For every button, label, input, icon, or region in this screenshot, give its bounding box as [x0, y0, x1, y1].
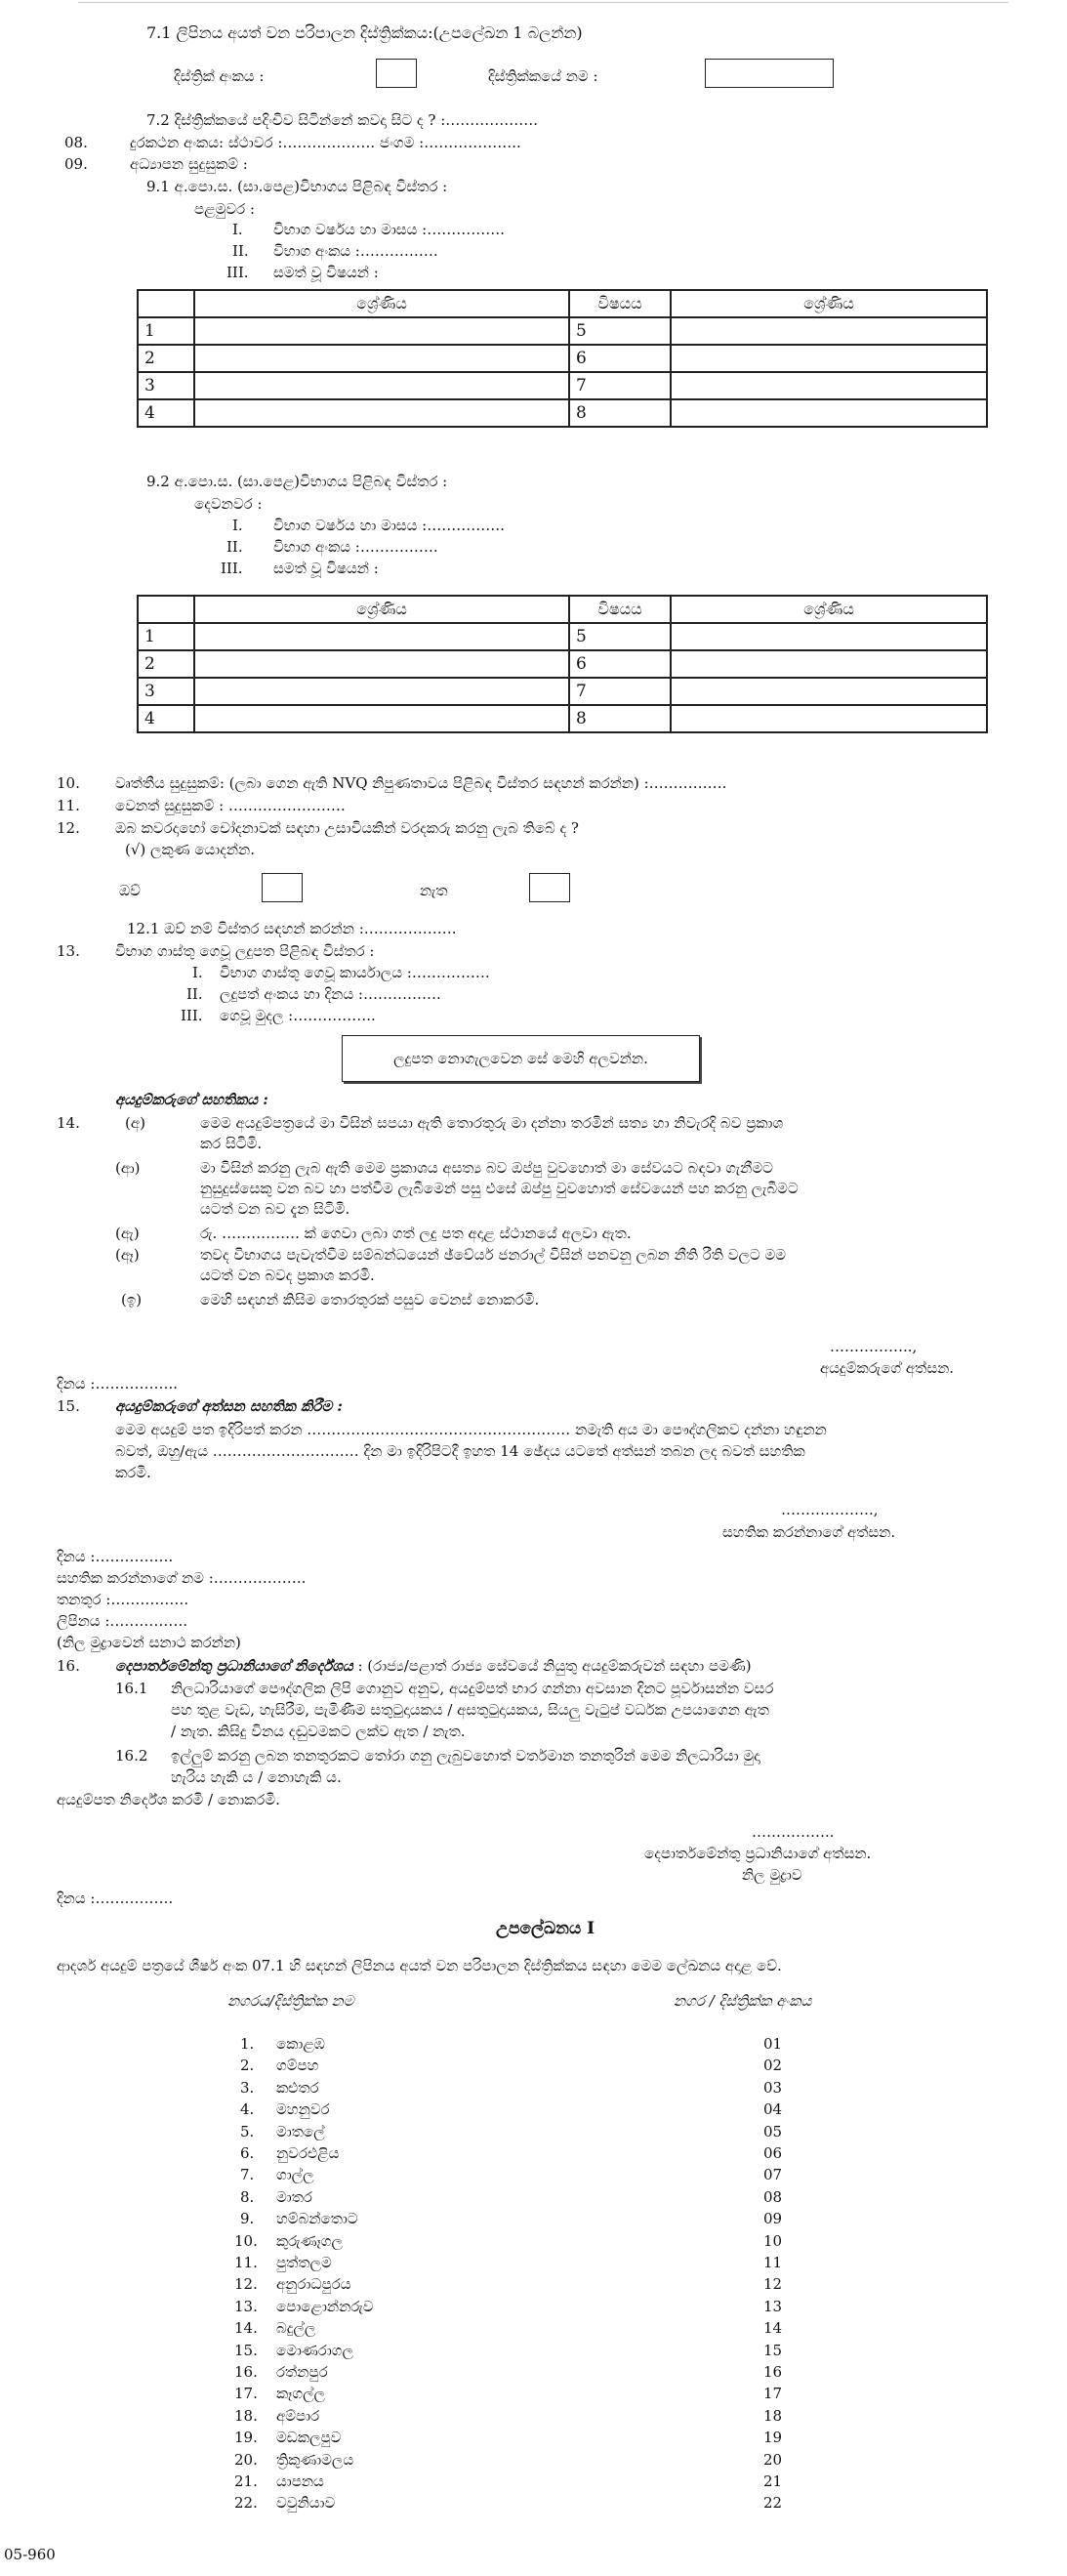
section-13-number: 13.: [57, 942, 80, 960]
district-row-code: 05: [763, 2123, 783, 2140]
district-row-code: 21: [763, 2472, 783, 2490]
district-row-number: 14.: [234, 2319, 258, 2337]
no-checkbox[interactable]: [529, 873, 570, 902]
certifier-signature-label: සහතික කරන්නාගේ අත්සන.: [722, 1523, 896, 1541]
district-row-number: 15.: [234, 2342, 258, 2359]
applicant-signature-line: ……………..,: [830, 1338, 918, 1355]
district-code-column-header: නගර / දිස්ත්‍රික්ක අංකය: [674, 1992, 812, 2010]
district-row-code: 10: [763, 2232, 783, 2250]
official-seal-label: නිල මුද්‍රාව: [742, 1866, 802, 1884]
district-name-column-header: නගරය/දිස්ත්‍රික්ක නම: [227, 1992, 354, 2010]
para-16-1-line: / නැත. කිසිදු විනය දඬුවමකට ලක්ව ඇත / නැත.: [171, 1723, 466, 1740]
recommendation-heading-note: : (රාජ්‍ය/පළාත් රාජ්‍ය සේවයේ නියුතු අයදුම්කරුවන් සඳහා පමණි): [352, 1657, 752, 1675]
exam-item-num: I.: [232, 517, 243, 534]
passed-subjects-label: සමත් වූ විෂයන් :: [273, 560, 379, 577]
para-16-2-number: 16.2: [115, 1747, 148, 1765]
district-row-code: 09: [763, 2210, 783, 2227]
district-row-name: හම්බන්තොට: [276, 2210, 358, 2227]
exam-item-num: II.: [232, 242, 249, 260]
grade-table-2: [137, 595, 988, 733]
section-12-1: 12.1 ඔව් නම් විස්තර සඳහන් කරන්න :……………….: [127, 920, 457, 937]
exam-year-month: විභාග වර්ෂය හා මාසය :…………….: [273, 517, 505, 534]
head-signature-label: දෙපාර්තමේන්තු ප්‍රධානියාගේ අත්සන.: [644, 1845, 872, 1862]
section-9-number: 09.: [64, 155, 88, 173]
section-8-number: 08.: [64, 134, 88, 151]
grade-cell[interactable]: [671, 345, 987, 372]
section-7-1-label: 7.1 ලිපිනය අයත් වන පරිපාලන දිස්ත්‍රික්කය:(උපලේඛන 1 බලන්න): [146, 23, 583, 42]
district-row-name: කොළඹ: [276, 2035, 325, 2053]
yes-label: ඔව්: [119, 882, 141, 899]
grade-header: ශ්‍රේණිය: [194, 596, 569, 623]
fee-paid-office: විභාග ගාස්තු ගෙවූ කාර්යාලය :…………….: [220, 964, 490, 981]
signature-attestation-heading: අයදුම්කරුගේ අත්සන සහතික කිරීම :: [115, 1397, 343, 1415]
declaration-line: නුසුදුස්සෙකු වන බව හා පත්වීම ලැබීමෙන් පසු එසේ ඔප්පු වුවහොත් සේවයෙන් පහ කරනු ලැබීමට: [200, 1180, 799, 1197]
grade-cell[interactable]: [671, 650, 987, 678]
row-number: 1: [138, 623, 194, 650]
para-16-2-line: හැරිය හැකි ය / නොහැකි ය.: [171, 1768, 342, 1786]
district-row-code: 08: [763, 2188, 783, 2206]
district-row-code: 14: [763, 2319, 783, 2337]
attestation-line: කරමි.: [115, 1464, 151, 1481]
district-row-code: 02: [763, 2057, 783, 2074]
grade-header: ශ්‍රේණිය: [194, 290, 569, 317]
section-9-2-title: 9.2 අ.පො.ස. (සා.පෙළ)විභාගය පිළිබඳ විස්තර :: [146, 473, 448, 490]
grade-cell[interactable]: [671, 317, 987, 345]
grade-table-1: [137, 289, 988, 428]
second-sitting-label: දෙවනවර :: [194, 495, 263, 513]
subject-header: විෂයය: [569, 290, 671, 317]
section-9-title: අධ්‍යාපන සුදුසුකම් :: [130, 155, 248, 173]
grade-cell[interactable]: [194, 705, 569, 732]
first-sitting-label: පළමුවර :: [194, 200, 256, 218]
district-row-code: 11: [763, 2254, 783, 2271]
recommendation-heading: [115, 1657, 752, 1675]
district-row-name: කළුතර: [276, 2079, 319, 2097]
recommend-statement: අයදුම්පත නිර්දේශ කරමි / නොකරමි.: [57, 1791, 280, 1808]
grade-cell[interactable]: [194, 372, 569, 399]
district-row-number: 7.: [240, 2166, 255, 2183]
grade-cell[interactable]: [671, 623, 987, 650]
district-row-number: 4.: [240, 2100, 255, 2118]
district-row-code: 01: [763, 2035, 783, 2053]
district-row-code: 18: [763, 2407, 783, 2425]
para-16-2-line: ඉල්ලුම් කරනු ලබන තනතුරකට තෝරා ගනු ලැබුවහොත් වර්තමාන තනතුරින් මෙම නිලධාරියා මුදා: [171, 1747, 760, 1765]
passed-subjects-label: සමත් වූ විෂයන් :: [273, 264, 379, 281]
district-row-name: මාතලේ: [276, 2123, 325, 2140]
district-row-name: මොණරාගල: [276, 2342, 353, 2359]
no-label: නැත: [420, 882, 448, 899]
district-row-number: 20.: [234, 2451, 258, 2469]
row-number: 8: [569, 399, 671, 427]
head-signature-line: ……………..: [752, 1823, 835, 1841]
district-row-name: ගාල්ල: [276, 2166, 314, 2183]
exam-item-num: III.: [221, 560, 243, 577]
exam-index-number: විභාග අංකය :…………….: [273, 538, 438, 556]
grade-cell[interactable]: [194, 678, 569, 705]
receipt-item-num: III.: [181, 1007, 203, 1024]
district-row-name: යාපනය: [276, 2472, 324, 2490]
district-row-number: 6.: [240, 2144, 255, 2162]
receipt-paste-box[interactable]: ලදුපත නොගැලවෙන සේ මෙහි අලවන්න.: [342, 1035, 700, 1082]
amount-paid: ගෙවූ මුදල :……………..: [220, 1007, 376, 1024]
district-row-number: 10.: [234, 2232, 258, 2250]
district-row-name: පොළොන්නරුව: [276, 2298, 374, 2315]
certifier-name: සහතික කරන්නාගේ නම :……………….: [57, 1569, 307, 1587]
declaration-line: යටත් වන බවද ප්‍රකාශ කරමි.: [200, 1267, 375, 1284]
district-row-number: 2.: [240, 2057, 255, 2074]
applicant-date: දිනය :……………..: [57, 1375, 178, 1392]
grade-cell[interactable]: [671, 678, 987, 705]
grade-cell[interactable]: [671, 705, 987, 732]
grade-header: ශ්‍රේණිය: [671, 290, 987, 317]
attestation-line: බවත්, ඔහු/ඇය ………………………… දින මා ඉදිරිපිටදී ඉහත 14 ඡේදය යටතේ අත්සන් තබන ලද බවත් සහතික: [115, 1442, 805, 1460]
exam-item-num: I.: [232, 221, 243, 238]
declaration-line: යටත් වන බව දැන සිටිමි.: [200, 1200, 350, 1218]
certifier-date: දිනය :…………….: [57, 1548, 174, 1565]
applicant-certificate-heading: අයදුම්කරුගේ සහතිකය :: [115, 1091, 268, 1108]
row-number: 6: [569, 345, 671, 372]
district-number-box[interactable]: [376, 59, 417, 88]
district-row-name: වවුනියාව: [276, 2494, 336, 2512]
district-row-name: මඩකලපුව: [276, 2429, 342, 2446]
receipt-details-title: විභාග ගාස්තු ගෙවූ ලදුපත පිළිබඳ විස්තර :: [115, 942, 375, 960]
grade-cell[interactable]: [194, 317, 569, 345]
district-row-name: නුවරඑළිය: [276, 2144, 340, 2162]
district-row-code: 07: [763, 2166, 783, 2183]
applicant-signature-label: අයදුම්කරුගේ අත්සන.: [820, 1359, 955, 1377]
district-row-name: රත්නපුර: [276, 2363, 328, 2381]
row-number: 4: [138, 705, 194, 732]
exam-item-num: II.: [226, 538, 243, 556]
row-number: 5: [569, 623, 671, 650]
item-marker: (අ): [125, 1114, 145, 1132]
district-row-code: 12: [763, 2275, 783, 2293]
row-number: 3: [138, 678, 194, 705]
section-9-1-title: 9.1 අ.පො.ස. (සා.පෙළ)විභාගය පිළිබඳ විස්තර :: [146, 178, 448, 195]
declaration-line: තවද විභාගය පැවැත්වීම සම්බන්ධයෙන් ඡ්වේයර් ජනරාල් විසින් පනවනු ලබන නීති රීති වලට මම: [200, 1246, 787, 1264]
grade-header: ශ්‍රේණිය: [671, 596, 987, 623]
district-row-name: කුරුණෑගල: [276, 2232, 343, 2250]
row-number: 8: [569, 705, 671, 732]
grade-cell[interactable]: [671, 372, 987, 399]
district-row-number: 12.: [234, 2275, 258, 2293]
district-row-number: 13.: [234, 2298, 258, 2315]
district-row-code: 22: [763, 2494, 783, 2512]
district-row-name: මාතර: [276, 2188, 312, 2206]
grade-cell[interactable]: [194, 623, 569, 650]
district-row-number: 21.: [234, 2472, 258, 2490]
schedule-title: උපලේඛනය I: [496, 1919, 595, 1938]
row-number: 7: [569, 372, 671, 399]
declaration-line: මෙහි සඳහන් කිසිම තොරතුරක් පසුව වෙනස් නොකරමි.: [200, 1291, 540, 1309]
grade-cell[interactable]: [194, 650, 569, 678]
grade-cell[interactable]: [194, 345, 569, 372]
district-row-number: 16.: [234, 2363, 258, 2381]
para-16-1-number: 16.1: [115, 1680, 148, 1697]
grade-cell[interactable]: [671, 399, 987, 427]
top-divider: [78, 2, 1008, 3]
district-row-code: 16: [763, 2363, 783, 2381]
section-12-number: 12.: [57, 819, 80, 837]
district-row-code: 06: [763, 2144, 783, 2162]
district-row-number: 1.: [240, 2035, 255, 2053]
district-row-number: 17.: [234, 2385, 258, 2402]
para-16-1-line: පහ තුළ වැඩ, හැසිරීම, පැමිණීම සතුටුදායකය / අසතුටුදායකය, සියලු වැටුප් වර්ධක උපයාගෙන ඇත: [171, 1701, 769, 1719]
district-row-name: අනුරාධපුරය: [276, 2275, 351, 2293]
footer-code: 05-960: [4, 2546, 56, 2563]
exam-year-month: විභාග වර්ෂය හා මාසය :…………….: [273, 221, 505, 238]
district-row-number: 8.: [240, 2188, 255, 2206]
row-number: 2: [138, 345, 194, 372]
district-row-number: 3.: [240, 2079, 255, 2097]
subject-header: විෂයය: [569, 596, 671, 623]
seal-instruction: (නිල මුද්‍රාවෙන් සනාථ කරන්න): [57, 1634, 241, 1651]
certifier-signature-line: ……………….,: [781, 1501, 879, 1518]
tick-instruction: (√) ලකුණ යොදන්න.: [125, 841, 255, 858]
declaration-line: කර සිටිමි.: [200, 1135, 263, 1152]
district-row-code: 13: [763, 2298, 783, 2315]
para-16-1-line: නිලධාරියාගේ පෞද්ගලික ලිපි ගොනුව අනුව, අයදුම්පත් භාර ගන්නා අවසාන දිනට පූර්වාසන්න වසර: [171, 1680, 774, 1697]
row-number: 2: [138, 650, 194, 678]
district-number-label: දිස්ත්‍රික් අංකය :: [174, 67, 265, 85]
receipt-number-date: ලදුපත් අංකය හා දිනය :…………….: [220, 985, 441, 1003]
schedule-intro: ආදර්ශ අයදුම් පත්‍රයේ ශීර්ෂ අංක 07.1 හි සඳහන් ලිපිනය අයත් වන පරිපාලන දිස්ත්‍රික්කය සඳහා මෙම ලේඛනය අදාළ වේ.: [57, 1957, 782, 1974]
district-row-code: 15: [763, 2342, 783, 2359]
section-10-number: 10.: [57, 774, 80, 792]
section-8-phone: දුරකථන අංකය: ස්ථාවර :………………. ජංගම :………………..: [130, 134, 521, 151]
district-name-box[interactable]: [705, 59, 834, 88]
row-number: 7: [569, 678, 671, 705]
district-row-name: පුත්තලම: [276, 2254, 332, 2271]
exam-item-num: III.: [226, 264, 249, 281]
district-row-number: 22.: [234, 2494, 258, 2512]
district-row-code: 20: [763, 2451, 783, 2469]
section-16-number: 16.: [57, 1657, 80, 1675]
item-marker: (ඈ): [115, 1246, 140, 1264]
certifier-designation: තනතුර :…………….: [57, 1591, 189, 1608]
exam-index-number: විභාග අංකය :…………….: [273, 242, 438, 260]
district-name-label: දිස්ත්‍රික්කයේ නම :: [488, 67, 598, 85]
other-qualifications: වෙනත් සුදුසුකම් : ……………………: [115, 797, 346, 814]
row-number: 1: [138, 317, 194, 345]
district-row-name: කෑගල්ල: [276, 2385, 325, 2402]
district-row-name: ත්‍රිකුණාමලය: [276, 2451, 354, 2469]
head-date: දිනය :…………….: [57, 1890, 174, 1907]
declaration-line: රු. ……………. ක් ගෙවා ලබා ගත් ලදු පත අදාළ ස්ථානයේ අලවා ඇත.: [200, 1225, 632, 1242]
district-row-number: 18.: [234, 2407, 258, 2425]
vocational-qualifications: වෘත්තීය සුදුසුකම්: (ලබා ගෙන ඇති NVQ නිපුණතාවය පිළිබඳ විස්තර සඳහන් කරන්න) :…………….: [115, 774, 727, 792]
conviction-question: ඔබ කවරදාහෝ චෝදනාවක් සඳහා උසාවියකින් වරදකරු කරනු ලැබ තිබේ ද ?: [115, 819, 579, 837]
district-row-number: 19.: [234, 2429, 258, 2446]
district-row-name: අම්පාර: [276, 2407, 320, 2425]
receipt-item-num: I.: [192, 964, 203, 981]
item-marker: (ඉ): [121, 1291, 143, 1309]
district-row-name: මහනුවර: [276, 2100, 330, 2118]
district-row-number: 9.: [240, 2210, 255, 2227]
district-row-name: ගම්පහ: [276, 2057, 319, 2074]
declaration-line: මා විසින් කරනු ලැබ ඇති මෙම ප්‍රකාශය අසත්‍ය බව ඔප්පු වුවහොත් මා සේවයට බඳවා ගැනීමට: [200, 1159, 773, 1177]
row-number: 5: [569, 317, 671, 345]
grade-cell[interactable]: [194, 399, 569, 427]
recommendation-heading-bold: දෙපාර්තමේන්තු ප්‍රධානියාගේ නිර්දේශය: [115, 1657, 353, 1675]
section-11-number: 11.: [57, 797, 80, 814]
row-number: 6: [569, 650, 671, 678]
row-number: 4: [138, 399, 194, 427]
district-row-code: 04: [763, 2100, 783, 2118]
item-marker: (ඇ): [115, 1225, 140, 1242]
yes-checkbox[interactable]: [262, 873, 303, 902]
district-row-number: 11.: [234, 2254, 258, 2271]
district-row-code: 17: [763, 2385, 783, 2402]
district-row-code: 03: [763, 2079, 783, 2097]
item-marker: (ආ): [115, 1159, 141, 1177]
section-7-2: 7.2 දිස්ත්‍රික්කයේ පදිංචිව සිටින්නේ කවදා සිට ද ? :……………….: [146, 111, 539, 129]
district-row-name: බදුල්ල: [276, 2319, 316, 2337]
certifier-address: ලිපිනය :…………….: [57, 1612, 188, 1630]
receipt-item-num: II.: [186, 985, 203, 1003]
attestation-line: මෙම අයදුම් පත ඉදිරිපත් කරන ……………………………………………… නමැති අය මා පෞද්ගලිකව දන්නා හඳුනන: [115, 1421, 827, 1438]
district-row-number: 5.: [240, 2123, 255, 2140]
section-15-number: 15.: [57, 1397, 80, 1415]
district-row-code: 19: [763, 2429, 783, 2446]
section-14-number: 14.: [57, 1114, 80, 1132]
row-number: 3: [138, 372, 194, 399]
declaration-line: මෙම අයදුම්පත්‍රයේ මා විසින් සපයා ඇති තොරතුරු මා දන්නා තරමින් සත්‍ය හා නිවැරදි බව ප්‍රකාශ: [200, 1114, 784, 1132]
